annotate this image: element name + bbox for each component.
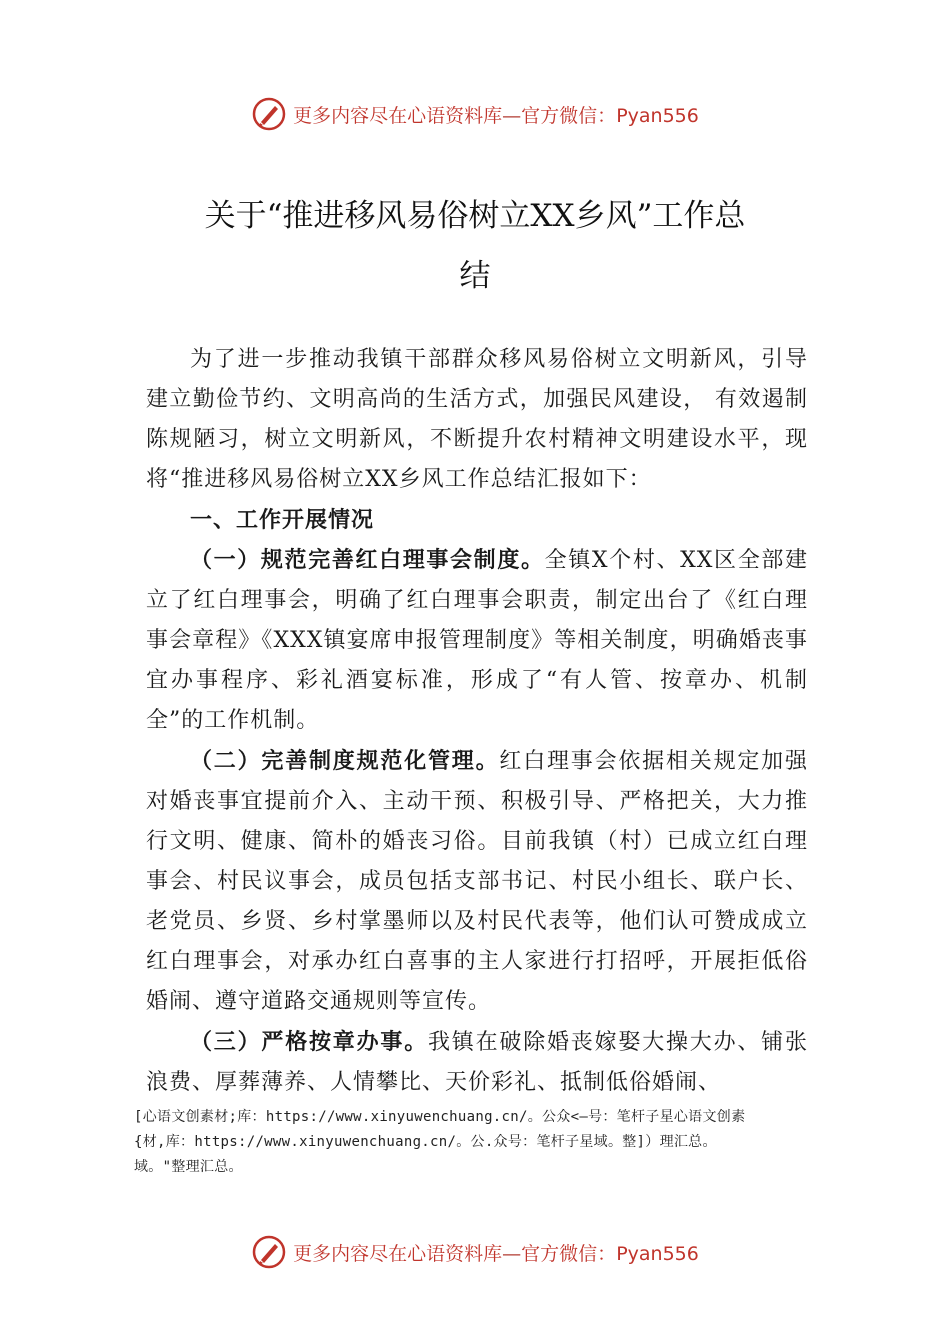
document-body [146, 340, 808, 1103]
banner-text [293, 101, 699, 128]
banner-wechat-label: 官方微信： [521, 104, 617, 127]
section-heading: 一、工作开展情况 [190, 507, 375, 533]
footnote-line-3: 域。"整理汇总。 [134, 1159, 243, 1175]
banner-text [293, 1239, 699, 1266]
source-footnote [134, 1105, 834, 1180]
item-3-body: 我镇在破除婚丧嫁娶大操大办、铺张浪费、厚葬薄养、人情攀比、天价彩礼、抵制低俗婚闹、 [146, 1030, 808, 1095]
item-1-heading: （一）规范完善红白理事会制度。 [190, 547, 545, 573]
footnote-line-2: {材,库：https://www.xinyuwenchuang.cn/。公.众号：笔杆子星域。整]）理汇总。 [134, 1134, 717, 1150]
banner-title: 更多内容尽在心语资料库 [293, 104, 503, 127]
title-line-1: 关于“推进移风易俗树立XX乡风”工作总 [204, 198, 746, 234]
item-2-body: 红白理事会依据相关规定加强对婚丧事宜提前介入、主动干预、积极引导、严格把关，大力推行文明、健康、简朴的婚丧习俗。目前我镇（村）已成立红白理事会、村民议事会，成员包括支部书记、村民小组长、联户长、老党员、乡贤、乡村掌墨师以及村民代表等，他们认可赞成成立红白理事会，对承办红白喜事的主人家进行打招呼，开展拒低俗婚闹、遵守道路交通规则等宣传。 [146, 749, 808, 1014]
banner-title: 更多内容尽在心语资料库 [293, 1242, 503, 1265]
intro-paragraph: 为了进一步推动我镇干部群众移风易俗树立文明新风，引导建立勤俭节约、文明高尚的生活方式，加强民风建设， 有效遏制陈规陋习，树立文明新风，不断提升农村精神文明建设水平，现将“推进移风易俗树立XX乡风工作总结汇报如下： [146, 347, 808, 492]
header-banner [0, 94, 950, 134]
item-2-heading: （二）完善制度规范化管理。 [190, 748, 500, 774]
item-2-paragraph [146, 741, 808, 1022]
item-3-paragraph [146, 1022, 808, 1103]
pen-seal-icon [251, 96, 287, 132]
item-1-body: 全镇X个村、XX区全部建立了红白理事会，明确了红白理事会职责，制定出台了《红白理事会章程》《XXX镇宴席申报管理制度》等相关制度，明确婚丧事宜办事程序、彩礼酒宴标准，形成了“有人管、按章办、机制全”的工作机制。 [146, 548, 808, 733]
pen-seal-icon [251, 1234, 287, 1270]
item-3-heading: （三）严格按章办事。 [190, 1029, 428, 1055]
document-title [130, 186, 820, 306]
banner-wechat-id: Pyan556 [616, 1242, 699, 1265]
banner-dash: — [502, 1242, 522, 1265]
footer-banner [0, 1232, 950, 1272]
banner-wechat-label: 官方微信： [521, 1242, 617, 1265]
banner-wechat-id: Pyan556 [616, 104, 699, 127]
footnote-line-1: [心语文创素材;库：https://www.xinyuwenchuang.cn/。公众<—号：笔杆子星心语文创素 [134, 1109, 746, 1125]
banner-dash: — [502, 104, 522, 127]
item-1-paragraph [146, 540, 808, 741]
title-line-2: 结 [459, 258, 491, 294]
